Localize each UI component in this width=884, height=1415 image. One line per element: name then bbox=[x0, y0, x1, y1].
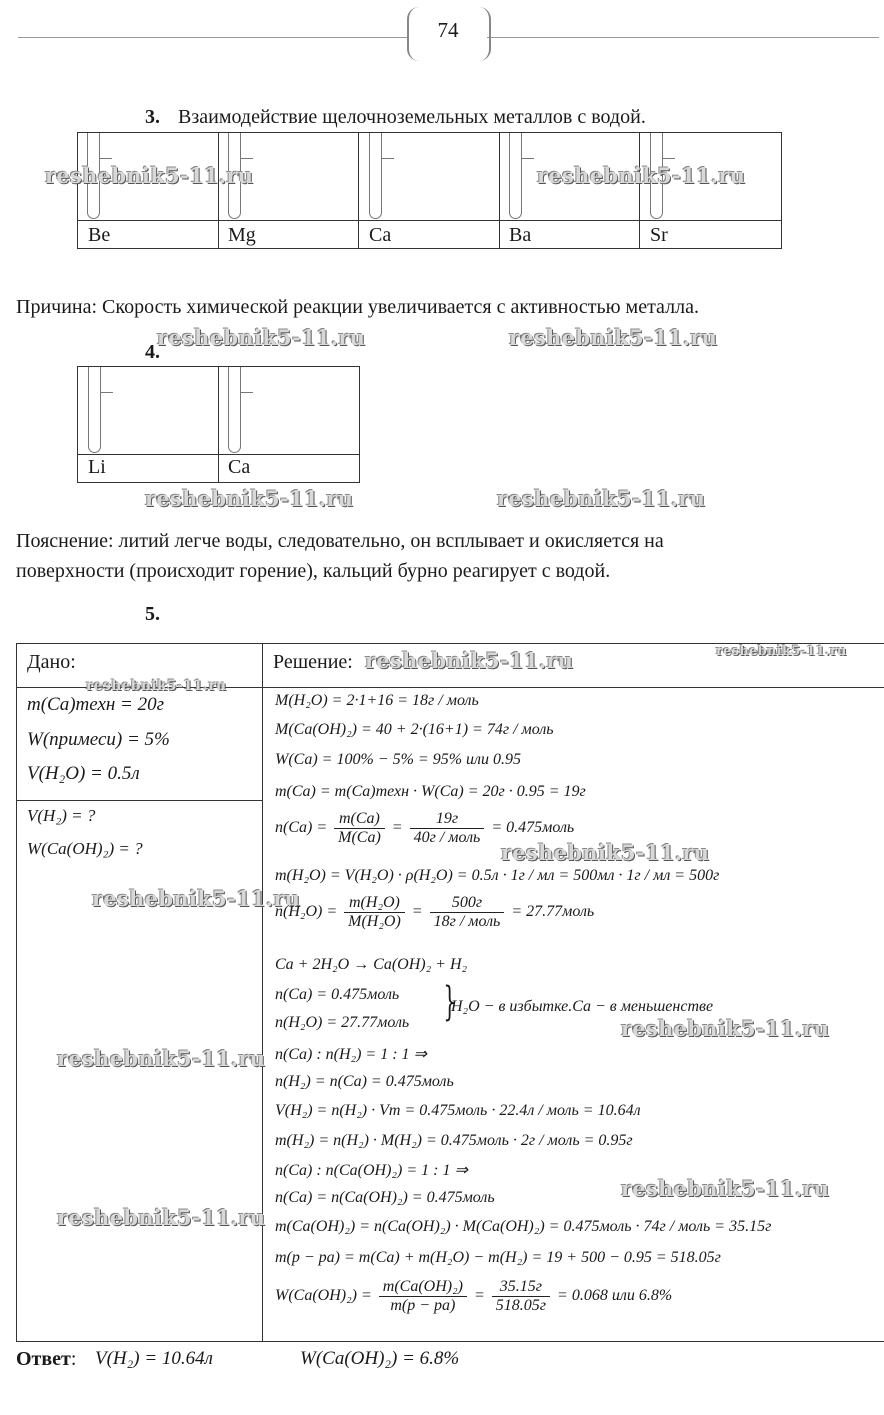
solution-line: V(H₂) = n(H₂) · Vm = 0.475моль · 22.4л / моль = 10.64л bbox=[275, 1102, 641, 1119]
solution-line: M(H₂O) = 2·1+16 = 18г / моль bbox=[275, 692, 479, 709]
watermark: reshebnik5-11.ru bbox=[45, 163, 254, 188]
metal-label: Ca bbox=[228, 456, 251, 478]
task3-number: 3. bbox=[145, 106, 160, 128]
watermark: reshebnik5-11.ru bbox=[501, 840, 710, 865]
fraction-result: = 0.475моль bbox=[491, 819, 575, 837]
watermark: reshebnik5-11.ru bbox=[497, 486, 706, 511]
solution-line: n(H₂O) = 27.77моль bbox=[275, 1014, 410, 1031]
frac-num: 19г bbox=[410, 810, 485, 829]
solution-line: m(H₂) = n(H₂) · M(H₂) = 0.475моль · 2г / моль = 0.95г bbox=[275, 1132, 633, 1149]
solution-fraction-line: W(Ca(OH)₂) = $\frac{\text{m(Ca(OH)₂)}}{m(p - pa)}$ = $\frac{35.15г}{518.05г}$ = 0.068 или 6.8% bbox=[275, 1278, 673, 1314]
watermark: reshebnik5-11.ru bbox=[621, 1176, 830, 1201]
watermark: reshebnik5-11.ru bbox=[537, 163, 746, 188]
grid-mid bbox=[262, 643, 263, 1341]
solution-line: n(H₂) = n(Ca) = 0.475моль bbox=[275, 1073, 454, 1090]
solution-note: H₂O − в избытке.Ca − в меньшенстве bbox=[451, 998, 714, 1015]
watermark: reshebnik5-11.ru bbox=[716, 644, 847, 659]
task5-number: 5. bbox=[145, 603, 160, 625]
answer-caoh2-fraction: W(Ca(OH)₂) = 6.8% bbox=[300, 1348, 460, 1369]
solution-header: Решение: bbox=[273, 651, 353, 673]
watermark: reshebnik5-11.ru bbox=[157, 325, 366, 350]
task4-tubes-table bbox=[77, 366, 360, 483]
metal-label: Sr bbox=[650, 224, 668, 246]
solution-line: m(H₂O) = V(H₂O) · ρ(H₂O) = 0.5л · 1г / мл = 500мл · 1г / мл = 500г bbox=[275, 867, 720, 884]
frac-den: M(H₂O) bbox=[348, 913, 401, 930]
given-impurity: W(примеси) = 5% bbox=[27, 729, 170, 750]
col-divider bbox=[218, 133, 219, 248]
frac-num: m(Ca(OH)₂) bbox=[379, 1278, 467, 1297]
task3-tubes-table bbox=[77, 132, 782, 249]
find-caoh2-fraction: W(Ca(OH)₂) = ? bbox=[27, 839, 143, 858]
solution-line: n(Ca) : n(Ca(OH)₂) = 1 : 1 ⇒ bbox=[275, 1162, 468, 1179]
fraction-lhs: n(H₂O) = bbox=[275, 903, 338, 921]
frac-num: m(Ca) bbox=[334, 810, 385, 829]
solution-line: n(Ca) : n(H₂) = 1 : 1 ⇒ bbox=[275, 1046, 427, 1063]
task3-reason: Причина: Скорость химической реакции увеличивается с активностью металла. bbox=[16, 296, 699, 318]
answer-label: Ответ: bbox=[16, 1348, 77, 1370]
task3-title: Взаимодействие щелочноземельных металлов с водой. bbox=[178, 106, 646, 128]
solution-fraction-line: n(H₂O) = $\frac{\text{m(H₂O)}}{\text{M(H₂O)}}$ = $\frac{500г}{\text{18г / моль}}$ = 27.77моль bbox=[275, 894, 595, 930]
given-header: Дано: bbox=[27, 651, 76, 673]
frac-den: 518.05г bbox=[495, 1297, 547, 1314]
watermark: reshebnik5-11.ru bbox=[365, 648, 574, 673]
watermark: reshebnik5-11.ru bbox=[57, 1046, 266, 1071]
frac-den: 18г / моль bbox=[433, 913, 501, 930]
solution-line: n(Ca) = n(Ca(OH)₂) = 0.475моль bbox=[275, 1189, 495, 1206]
grid-given-bottom bbox=[16, 800, 262, 801]
col-divider bbox=[218, 367, 219, 482]
table-divider bbox=[78, 220, 781, 221]
metal-label: Mg bbox=[228, 224, 256, 246]
task4-explanation-line1: Пояснение: литий легче воды, следовательно, он всплывает и окисляется на bbox=[16, 530, 664, 552]
solution-line: n(Ca) = 0.475моль bbox=[275, 986, 400, 1003]
watermark: reshebnik5-11.ru bbox=[145, 486, 354, 511]
header-rule-left bbox=[18, 37, 408, 38]
find-h2-volume: V(H₂) = ? bbox=[27, 806, 96, 825]
col-divider bbox=[639, 133, 640, 248]
solution-line: m(p − pa) = m(Ca) + m(H₂O) − m(H₂) = 19 + 500 − 0.95 = 518.05г bbox=[275, 1249, 721, 1266]
col-divider bbox=[358, 133, 359, 248]
watermark: reshebnik5-11.ru bbox=[92, 886, 301, 911]
frac-den: 40г / моль bbox=[413, 829, 481, 846]
watermark: reshebnik5-11.ru bbox=[509, 325, 718, 350]
metal-label: Ba bbox=[509, 224, 532, 246]
fraction-result: = 0.068 или 6.8% bbox=[557, 1287, 673, 1305]
metal-label: Be bbox=[88, 224, 111, 246]
frac-num: m(H₂O) bbox=[344, 894, 405, 913]
answer-h2-volume: V(H₂) = 10.64л bbox=[95, 1348, 213, 1369]
watermark: reshebnik5-11.ru bbox=[86, 678, 227, 694]
solution-line: W(Ca) = 100% − 5% = 95% или 0.95 bbox=[275, 751, 522, 768]
solution-line: m(Ca) = m(Ca)техн · W(Ca) = 20г · 0.95 = 19г bbox=[275, 783, 586, 800]
page-number: 74 bbox=[437, 18, 459, 42]
given-mass-ca: m(Ca)техн = 20г bbox=[27, 694, 165, 715]
grid-bottom bbox=[16, 1341, 884, 1342]
brace-icon: } bbox=[443, 979, 457, 1025]
given-water-volume: V(H₂O) = 0.5л bbox=[27, 763, 140, 784]
header-rule-right bbox=[487, 37, 879, 38]
frac-num: 35.15г bbox=[492, 1278, 550, 1297]
fraction-result: = 27.77моль bbox=[511, 903, 595, 921]
metal-label: Ca bbox=[369, 224, 392, 246]
grid-left bbox=[16, 643, 17, 1341]
watermark: reshebnik5-11.ru bbox=[621, 1016, 830, 1041]
task4-explanation-line2: поверхности (происходит горение), кальций бурно реагирует с водой. bbox=[16, 560, 611, 582]
task4-number: 4. bbox=[145, 341, 160, 363]
watermark: reshebnik5-11.ru bbox=[57, 1205, 266, 1230]
metal-label: Li bbox=[88, 456, 106, 478]
solution-fraction-line: n(Ca) = $\frac{m(Ca)}{M(Ca)}$ = $\frac{19г}{\text{40г / моль}}$ = 0.475моль bbox=[275, 810, 575, 846]
fraction-lhs: n(Ca) = bbox=[275, 819, 328, 837]
frac-den: m(p − pa) bbox=[390, 1297, 456, 1314]
fraction-lhs: W(Ca(OH)₂) = bbox=[275, 1287, 372, 1305]
answer-label-text: Ответ bbox=[16, 1348, 71, 1370]
solution-line: m(Ca(OH)₂) = n(Ca(OH)₂) · M(Ca(OH)₂) = 0.475моль · 74г / моль = 35.15г bbox=[275, 1218, 772, 1235]
col-divider bbox=[499, 133, 500, 248]
frac-den: M(Ca) bbox=[338, 829, 381, 846]
solution-line: Ca + 2H₂O → Ca(OH)₂ + H₂ bbox=[275, 956, 468, 973]
solution-line: M(Ca(OH)₂) = 40 + 2·(16+1) = 74г / моль bbox=[275, 721, 554, 738]
frac-num: 500г bbox=[430, 894, 505, 913]
